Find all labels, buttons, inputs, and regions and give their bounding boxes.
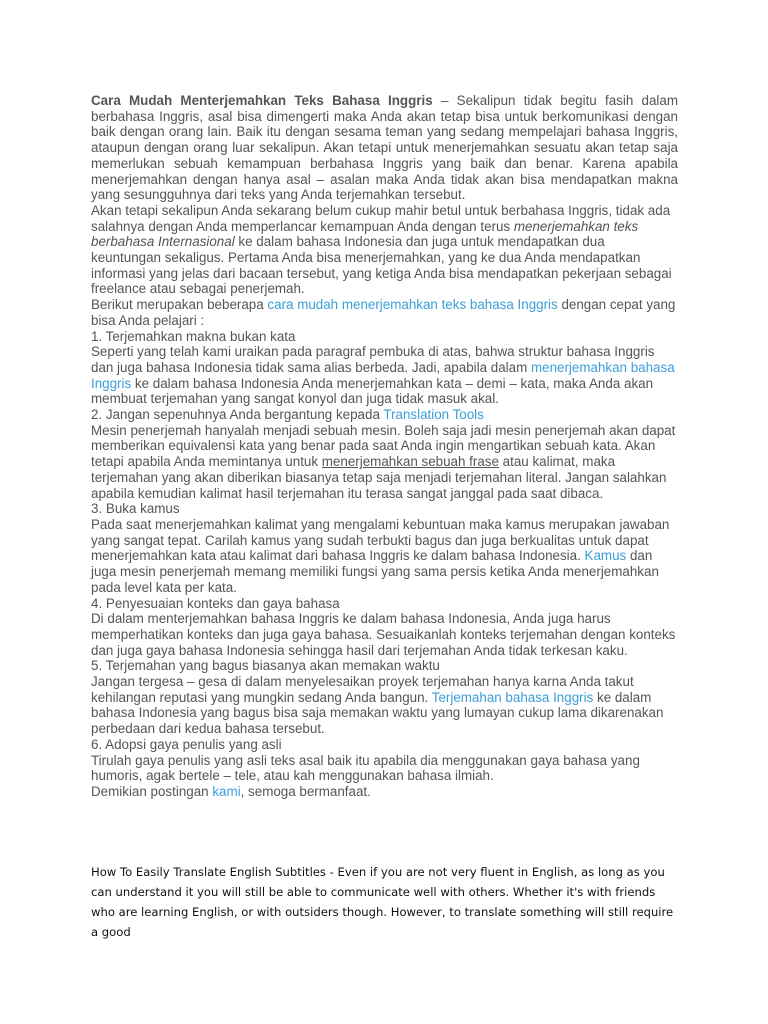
paragraph-4: Seperti yang telah kami uraikan pada paragraf pembuka di atas, bahwa struktur bahasa Inggris dan juga bahasa Indonesia tidak sama alias berbeda. Jadi, apabila dalam menerjemahkan bahasa Inggris ke dalam bahasa Indonesia Anda menerjemahkan kata – demi – kata, maka Anda akan membuat terjemahan yang sangat konyol dan juga tidak masuk akal.	[91, 344, 675, 407]
heading-5: 5. Terjemahan yang bagus biasanya akan memakan waktu	[91, 658, 440, 674]
english-paragraph: How To Easily Translate English Subtitles - Even if you are not very fluent in English, as long as you can understand it you will still be able to communicate well with others. Whether it's with friends who are learning English, or with outsiders though. However, to translate something will still require a good	[91, 865, 674, 939]
english-translation	[91, 862, 681, 942]
article-title: Cara Mudah Menterjemahkan Teks Bahasa Inggris	[91, 93, 433, 108]
indonesian-article	[91, 93, 678, 800]
paragraph-9: Tirulah gaya penulis yang asli teks asal baik itu apabila dia menggunakan gaya bahasa yang humoris, agak bertele – tele, atau kah menggunakan bahasa ilmiah.	[91, 752, 640, 784]
heading-1: 1. Terjemahkan makna bukan kata	[91, 328, 296, 344]
link-kamus[interactable]: Kamus	[584, 548, 627, 564]
link-menerjemahkan-bahasa-inggris[interactable]: menerjemahkan bahasa Inggris	[91, 359, 675, 391]
link-translation-tools[interactable]: Translation Tools	[383, 407, 484, 423]
paragraph-7: Di dalam menterjemahkan bahasa Inggris ke dalam bahasa Indonesia, Anda juga harus memperhatikan konteks dan juga gaya bahasa. Sesuaikanlah konteks terjemahan dengan konteks dan juga gaya bahasa Indonesia sehingga hasil dari terjemahan Anda tidak terkesan kaku.	[91, 611, 676, 658]
intro-paragraph: Cara Mudah Menterjemahkan Teks Bahasa Inggris – Sekalipun tidak begitu fasih dalam berbahasa Inggris, asal bisa dimengerti maka Anda akan tetap bisa untuk berkomunikasi dengan baik dengan orang lain. Baik itu dengan sesama teman yang sedang mempelajari bahasa Inggris, ataupun dengan orang luar sekalipun. Akan tetapi untuk menerjemahkan sesuatu akan tetap saja memerlukan sebuah kemampuan berbahasa Inggris yang baik dan benar. Karena apabila menerjemahkan dengan hanya asal – asalan maka Anda tidak akan bisa mendapatkan makna yang sesungguhnya dari teks yang Anda terjemahkan tersebut.	[91, 93, 679, 203]
heading-3: 3. Buka kamus	[91, 501, 180, 517]
heading-6: 6. Adopsi gaya penulis yang asli	[91, 736, 282, 752]
heading-2: 2. Jangan sepenuhnya Anda bergantung kepada Translation Tools	[91, 407, 484, 423]
paragraph-5: Mesin penerjemah hanyalah menjadi sebuah mesin. Boleh saja jadi mesin penerjemah akan dapat memberikan equivalensi kata yang benar pada saat Anda ingin mengartikan sebuah kata. Akan tetapi apabila Anda memintanya untuk menerjemahkan sebuah frase atau kalimat, maka terjemahan yang akan diberikan biasanya tetap saja menjadi terjemahan literal. Jangan salahkan apabila kemudian kalimat hasil terjemahan itu terasa sangat janggal pada saat dibaca.	[91, 422, 676, 501]
paragraph-6: Pada saat menerjemahkan kalimat yang mengalami kebuntuan maka kamus merupakan jawaban yang sangat tepat. Carilah kamus yang sudah terbukti bagus dan juga berkualitas untuk dapat menerjemahkan kata atau kalimat dari bahasa Inggris ke dalam bahasa Indonesia. Kamus dan juga mesin penerjemah memang memiliki fungsi yang sama persis ketika Anda menerjemahkan pada level kata per kata.	[91, 516, 670, 595]
paragraph-2: Akan tetapi sekalipun Anda sekarang belum cukup mahir betul untuk berbahasa Inggris, tidak ada salahnya dengan Anda memperlancar kemampuan Anda dengan terus menerjemahkan teks berbahasa Internasional ke dalam bahasa Indonesia dan juga untuk mendapatkan dua keuntungan sekaligus. Pertama Anda bisa menerjemahkan, yang ke dua Anda mendapatkan informasi yang jelas dari bacaan tersebut, yang ketiga Anda bisa mendapatkan pekerjaan sebagai freelance atau sebagai penerjemah.	[91, 202, 672, 297]
closing-paragraph: Demikian postingan kami, semoga bermanfaat.	[91, 783, 371, 799]
paragraph-3: Berikut merupakan beberapa cara mudah menerjemahkan teks bahasa Inggris dengan cepat yang bisa Anda pelajari :	[91, 297, 676, 328]
italic-phrase: menerjemahkan teks berbahasa Internasional	[91, 218, 639, 250]
paragraph-8: Jangan tergesa – gesa di dalam menyelesaikan proyek terjemahan hanya karna Anda takut kehilangan reputasi yang mungkin sedang Anda bangun. Terjemahan bahasa Inggris ke dalam bahasa Indonesia yang bagus bisa saja memakan waktu yang lumayan cukup lama dikarenakan perbedaan dari kedua bahasa tersebut.	[91, 674, 664, 737]
underlined-phrase: menerjemahkan sebuah frase	[321, 454, 499, 470]
link-terjemahan-bahasa-inggris[interactable]: Terjemahan bahasa Inggris	[431, 689, 594, 705]
link-kami[interactable]: kami	[212, 783, 241, 799]
heading-4: 4. Penyesuaian konteks dan gaya bahasa	[91, 595, 340, 611]
link-cara-mudah[interactable]: cara mudah menerjemahkan teks bahasa Inggris	[267, 297, 558, 313]
